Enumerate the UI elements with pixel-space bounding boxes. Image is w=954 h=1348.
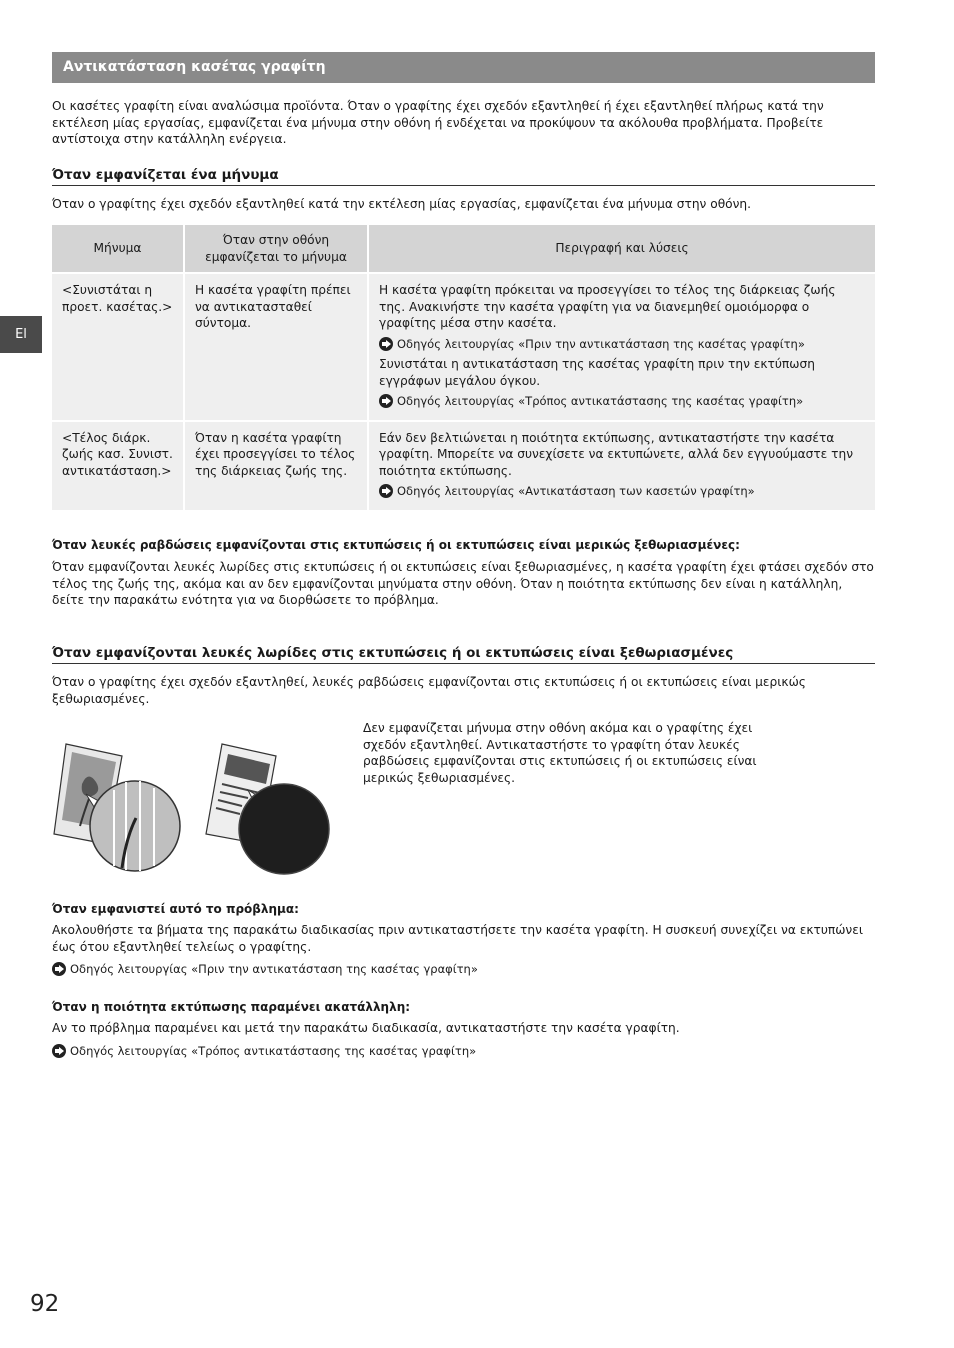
arrow-circle-icon <box>379 394 393 408</box>
problem-appears-text: Ακολουθήστε τα βήματα της παρακάτω διαδικασίας πριν αντικαταστήσετε την κασέτα γραφίτη. Η συσκευή συνεχίζει να εκτυπώνει έως ότου εξαντληθεί τελείως ο γραφίτης. <box>52 923 863 954</box>
manual-reference-text: Οδηγός λειτουργίας «Πριν την αντικατάσταση της κασέτας γραφίτη» <box>70 962 478 976</box>
arrow-circle-icon <box>52 962 66 976</box>
manual-reference-text: Οδηγός λειτουργίας «Τρόπος αντικατάστασης της κασέτας γραφίτη» <box>70 1044 477 1058</box>
arrow-circle-icon <box>379 337 393 351</box>
table-header-cell: Μήνυμα <box>52 225 184 273</box>
description-text: Συνιστάται η αντικατάσταση της κασέτας γραφίτη πριν την εκτύπωση εγγράφων μεγάλου όγκου. <box>379 357 815 388</box>
manual-reference[interactable] <box>379 336 865 353</box>
table-row <box>52 273 875 421</box>
quality-poor-heading: Όταν η ποιότητα εκτύπωσης παραμένει ακατάλληλη: <box>52 1000 411 1014</box>
table-row <box>52 421 875 510</box>
message-cell: <Τέλος διάρκ. ζωής κασ. Συνιστ. αντικατάσταση.> <box>52 421 184 510</box>
table-header-row <box>52 225 875 273</box>
table-header-cell: Περιγραφή και λύσεις <box>368 225 875 273</box>
streaks-note-text: Όταν εμφανίζονται λευκές λωρίδες στις εκτυπώσεις ή οι εκτυπώσεις είναι ξεθωριασμένες, η κασέτα γραφίτη έχει φτάσει σχεδόν στο τέλος της ζωής της, ακόμα και αν δεν εμφανίζονται μηνύματα στην οθόνη. Όταν η ποιότητα εκτύπωσης δεν είναι η κατάλληλη, δείτε την παρακάτω ενότητα για να διορθώσετε το πρόβλημα. <box>52 560 874 607</box>
faded-print-illustration <box>52 740 334 876</box>
manual-reference-text: Οδηγός λειτουργίας «Τρόπος αντικατάστασης της κασέτας γραφίτη» <box>397 394 804 408</box>
stripes-section-text: Όταν ο γραφίτης έχει σχεδόν εξαντληθεί, λευκές ραβδώσεις εμφανίζονται στις εκτυπώσεις ή οι εκτυπώσεις είναι μερικώς ξεθωριασμένες. <box>52 675 806 706</box>
stripes-section-heading: Όταν εμφανίζονται λευκές λωρίδες στις εκτυπώσεις ή οι εκτυπώσεις είναι ξεθωριασμένες <box>52 645 875 664</box>
intro-paragraph: Οι κασέτες γραφίτη είναι αναλώσιμα προϊόντα. Όταν ο γραφίτης έχει σχεδόν εξαντληθεί ή έχει εξαντληθεί πλήρως κατά την εκτέλεση μίας εργασίας, εμφανίζεται ένα μήνυμα στην οθόνη ή ενδέχεται να προκύψουν τα ακόλουθα προβλήματα. Προβείτε αντίστοιχα στην κατάλληλη ενέργεια. <box>52 99 824 146</box>
section-title-bar: Αντικατάσταση κασέτας γραφίτη <box>52 52 875 83</box>
quality-poor-text: Αν το πρόβλημα παραμένει και μετά την παρακάτω διαδικασία, αντικαταστήστε την κασέτα γραφίτη. <box>52 1021 680 1035</box>
when-cell: Η κασέτα γραφίτη πρέπει να αντικατασταθεί σύντομα. <box>184 273 368 421</box>
message-cell: <Συνιστάται η προετ. κασέτας.> <box>52 273 184 421</box>
manual-reference-text: Οδηγός λειτουργίας «Αντικατάσταση των κασετών γραφίτη» <box>397 484 755 498</box>
stripes-side-text: Δεν εμφανίζεται μήνυμα στην οθόνη ακόμα και ο γραφίτης έχει σχεδόν εξαντληθεί. Αντικαταστήστε το γραφίτη όταν λευκές ραβδώσεις εμφανίζονται στις εκτυπώσεις ή οι εκτυπώσεις είναι μερικώς ξεθωριασμένες. <box>363 721 757 785</box>
when-cell: Όταν η κασέτα γραφίτη έχει προσεγγίσει το τέλος της διάρκειας ζωής της. <box>184 421 368 510</box>
language-tab: El <box>0 316 42 353</box>
problem-appears-heading: Όταν εμφανιστεί αυτό το πρόβλημα: <box>52 902 299 916</box>
manual-reference[interactable] <box>52 1043 476 1060</box>
manual-reference-text: Οδηγός λειτουργίας «Πριν την αντικατάσταση της κασέτας γραφίτη» <box>397 336 805 351</box>
description-text: Εάν δεν βελτιώνεται η ποιότητα εκτύπωσης, αντικαταστήστε την κασέτα γραφίτη. Μπορείτε να συνεχίσετε να εκτυπώνετε, αλλά δεν εγγυούμαστε την ποιότητα εκτύπωσης. <box>379 430 854 478</box>
table-header-cell: Όταν στην οθόνη εμφανίζεται το μήνυμα <box>184 225 368 273</box>
description-cell <box>368 273 875 421</box>
message-section-text: Όταν ο γραφίτης έχει σχεδόν εξαντληθεί κατά την εκτέλεση μίας εργασίας, εμφανίζεται ένα μήνυμα στην οθόνη. <box>52 197 752 211</box>
photo-print-illustration <box>54 744 180 871</box>
arrow-circle-icon <box>52 1044 66 1058</box>
streaks-note-heading: Όταν λευκές ραβδώσεις εμφανίζονται στις εκτυπώσεις ή οι εκτυπώσεις είναι μερικώς ξεθωριασμένες: <box>52 538 740 552</box>
description-text: Η κασέτα γραφίτη πρόκειται να προσεγγίσει το τέλος της διάρκειας ζωής της. Ανακινήστε την κασέτα γραφίτη για να διανεμηθεί ομοιόμορφα ο γραφίτης μέσα στην κασέτα. <box>379 283 836 330</box>
arrow-circle-icon <box>379 484 393 498</box>
page-number: 92 <box>30 1291 60 1317</box>
document-print-illustration <box>206 744 329 874</box>
manual-reference[interactable] <box>379 393 865 410</box>
description-cell <box>368 421 875 510</box>
manual-reference[interactable] <box>52 961 478 978</box>
message-table <box>52 225 875 510</box>
manual-reference[interactable] <box>379 483 865 500</box>
message-section-heading: Όταν εμφανίζεται ένα μήνυμα <box>52 167 875 186</box>
